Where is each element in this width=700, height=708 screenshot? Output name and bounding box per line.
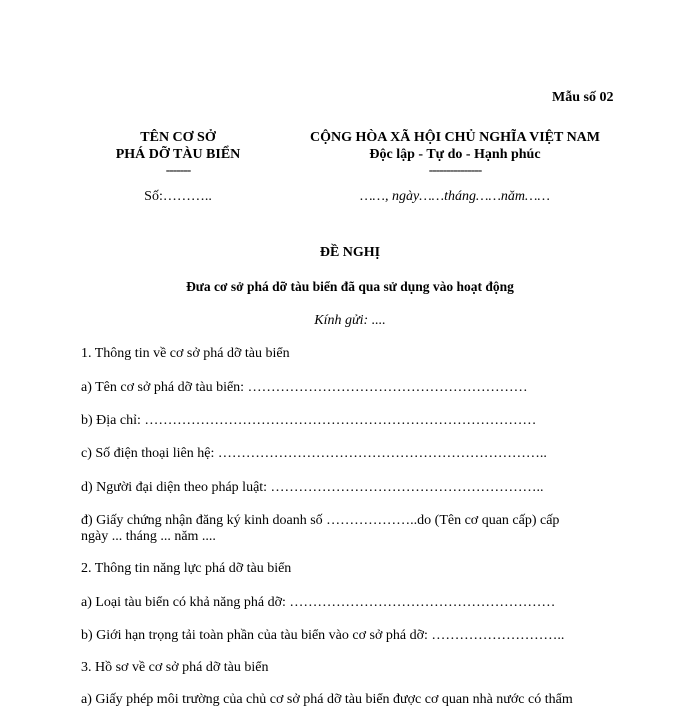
org-name-line2: PHÁ DỠ TÀU BIỂN [115,147,241,162]
section3-item-a: a) Giấy phép môi trường của chủ cơ sở phá dỡ tàu biển được cơ quan nhà nước có thẩm [81,692,573,707]
section1-item-c: c) Số điện thoại liên hệ: …………………………………………………………….. [81,446,547,461]
national-motto: Độc lập - Tự do - Hạnh phúc [369,147,541,162]
document-title: ĐỀ NGHỊ [319,245,381,260]
section1-item-d: d) Người đại diện theo pháp luật: ………………………………………………….. [81,480,544,495]
section2-item-a: a) Loại tàu biển có khả năng phá dỡ: ………………………………………………… [81,595,556,610]
section1-item-dd-line1: đ) Giấy chứng nhận đăng ký kinh doanh số ………………..do (Tên cơ quan cấp) cấp [81,513,560,528]
section1-item-a: a) Tên cơ sở phá dỡ tàu biển: …………………………………………………… [81,380,528,395]
org-name-rule: ------- [165,162,191,177]
form-number: Mẫu số 02 [552,90,614,105]
section1-item-b: b) Địa chỉ: ………………………………………………………………………… [81,413,537,428]
national-motto-rule: --------------- [428,162,482,177]
date-line: ……, ngày……tháng……năm…… [360,189,550,204]
section2-heading: 2. Thông tin năng lực phá dỡ tàu biển [81,561,292,576]
org-name-line1: TÊN CƠ SỞ [140,130,216,145]
national-title: CỘNG HÒA XÃ HỘI CHỦ NGHĨA VIỆT NAM [309,130,600,145]
section1-item-dd-line2: ngày ... tháng ... năm .... [81,529,216,544]
section3-heading: 3. Hồ sơ về cơ sở phá dỡ tàu biển [81,660,269,675]
section2-item-b: b) Giới hạn trọng tải toàn phần của tàu biển vào cơ sở phá dỡ: ……………………….. [81,628,565,643]
recipient-line: Kính gửi: .... [314,313,386,328]
document-number: Số:……….. [144,189,212,204]
section1-heading: 1. Thông tin về cơ sở phá dỡ tàu biển [81,346,290,361]
document-subtitle: Đưa cơ sở phá dỡ tàu biển đã qua sử dụng vào hoạt động [186,279,514,294]
